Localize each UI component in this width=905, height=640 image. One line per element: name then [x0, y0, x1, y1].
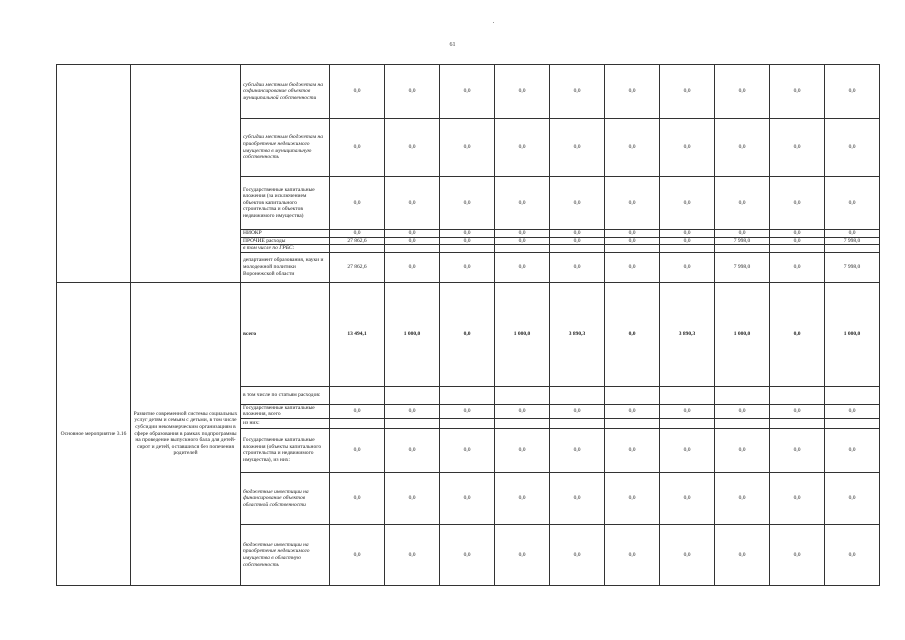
value-cell — [715, 245, 770, 253]
value-cell — [770, 418, 825, 428]
value-cell — [495, 418, 550, 428]
value-cell — [440, 386, 495, 404]
row-label: бюджетные инвестиции на приобретение недвижимого имущества в областную собственность — [241, 524, 330, 585]
value-cell: 0,0 — [385, 119, 440, 177]
value-cell: 0,0 — [495, 524, 550, 585]
value-cell: 0,0 — [495, 428, 550, 472]
value-cell: 0,0 — [825, 428, 880, 472]
row-label: Государственные капитальные вложения (за исключением объектов капитального строительства и объектов недвижимого имущества) — [241, 177, 330, 230]
value-cell: 0,0 — [660, 404, 715, 418]
value-cell: 3 890,3 — [660, 282, 715, 386]
value-cell: 27 862,6 — [330, 237, 385, 245]
activity-description: Развитие современной системы социальных услуг детям и семьям с детьми, в том числе субсидии некоммерческим организациям в сфере образования в рамках подпрограммы на проведение выпускного бала для детей-сирот и детей, оставшихся без попечения родителей — [131, 282, 241, 585]
value-cell: 0,0 — [550, 230, 605, 238]
scan-speck — [493, 22, 494, 23]
value-cell: 0,0 — [660, 119, 715, 177]
description-cell-empty — [131, 65, 241, 283]
main-activity-label: Основное мероприятие 3.16 — [57, 282, 131, 585]
value-cell: 0,0 — [330, 119, 385, 177]
value-cell: 0,0 — [385, 404, 440, 418]
value-cell — [550, 386, 605, 404]
value-cell: 0,0 — [660, 237, 715, 245]
value-cell: 0,0 — [440, 282, 495, 386]
value-cell — [825, 418, 880, 428]
value-cell: 0,0 — [330, 472, 385, 524]
value-cell: 0,0 — [385, 472, 440, 524]
value-cell: 0,0 — [825, 119, 880, 177]
activity-cell-empty — [57, 65, 131, 283]
value-cell — [330, 418, 385, 428]
value-cell: 0,0 — [605, 230, 660, 238]
value-cell: 0,0 — [715, 177, 770, 230]
value-cell — [330, 245, 385, 253]
value-cell: 0,0 — [440, 177, 495, 230]
value-cell: 0,0 — [825, 472, 880, 524]
value-cell: 0,0 — [605, 428, 660, 472]
value-cell — [330, 386, 385, 404]
value-cell: 0,0 — [440, 472, 495, 524]
value-cell — [440, 418, 495, 428]
value-cell: 1 000,0 — [495, 282, 550, 386]
value-cell: 0,0 — [550, 119, 605, 177]
value-cell — [550, 245, 605, 253]
row-label: всего — [241, 282, 330, 386]
value-cell — [605, 245, 660, 253]
value-cell: 0,0 — [660, 65, 715, 119]
value-cell: 0,0 — [385, 252, 440, 282]
value-cell: 13 494,1 — [330, 282, 385, 386]
value-cell: 0,0 — [550, 472, 605, 524]
value-cell — [440, 245, 495, 253]
row-label: НИОКР — [241, 230, 330, 238]
value-cell: 0,0 — [440, 404, 495, 418]
value-cell: 0,0 — [715, 472, 770, 524]
value-cell: 0,0 — [550, 428, 605, 472]
value-cell: 0,0 — [440, 119, 495, 177]
value-cell — [715, 386, 770, 404]
value-cell: 0,0 — [660, 230, 715, 238]
value-cell: 0,0 — [495, 230, 550, 238]
row-label: в том числе по ГРБС: — [241, 245, 330, 253]
value-cell: 0,0 — [605, 65, 660, 119]
value-cell: 0,0 — [495, 65, 550, 119]
value-cell: 0,0 — [605, 119, 660, 177]
value-cell: 0,0 — [660, 177, 715, 230]
value-cell: 0,0 — [660, 524, 715, 585]
table-row — [57, 65, 880, 119]
value-cell: 0,0 — [770, 472, 825, 524]
value-cell: 0,0 — [825, 230, 880, 238]
value-cell: 0,0 — [660, 428, 715, 472]
value-cell: 0,0 — [385, 237, 440, 245]
value-cell — [550, 418, 605, 428]
value-cell — [385, 418, 440, 428]
value-cell — [770, 245, 825, 253]
value-cell — [715, 418, 770, 428]
value-cell: 0,0 — [825, 524, 880, 585]
value-cell: 0,0 — [495, 472, 550, 524]
value-cell: 0,0 — [660, 472, 715, 524]
value-cell: 0,0 — [385, 65, 440, 119]
value-cell: 0,0 — [330, 428, 385, 472]
value-cell: 0,0 — [385, 230, 440, 238]
value-cell: 0,0 — [330, 65, 385, 119]
value-cell: 0,0 — [550, 237, 605, 245]
value-cell — [495, 245, 550, 253]
value-cell: 0,0 — [770, 119, 825, 177]
value-cell — [660, 386, 715, 404]
value-cell: 0,0 — [330, 177, 385, 230]
value-cell: 0,0 — [825, 65, 880, 119]
value-cell: 1 000,0 — [715, 282, 770, 386]
value-cell: 7 998,0 — [825, 252, 880, 282]
value-cell: 7 998,0 — [715, 252, 770, 282]
value-cell: 0,0 — [825, 177, 880, 230]
value-cell: 0,0 — [550, 177, 605, 230]
value-cell: 0,0 — [605, 404, 660, 418]
row-label: бюджетные инвестиции на финансирование объектов областной собственности — [241, 472, 330, 524]
row-label: Государственные капитальные вложения (объекты капитального строительства и недвижимого имущества), из них: — [241, 428, 330, 472]
value-cell: 0,0 — [605, 177, 660, 230]
value-cell: 3 890,3 — [550, 282, 605, 386]
value-cell: 0,0 — [495, 177, 550, 230]
value-cell: 0,0 — [770, 282, 825, 386]
value-cell: 0,0 — [605, 282, 660, 386]
value-cell: 0,0 — [825, 404, 880, 418]
value-cell: 0,0 — [440, 230, 495, 238]
value-cell — [825, 245, 880, 253]
value-cell: 0,0 — [605, 237, 660, 245]
row-label: субсидии местным бюджетам на софинансирование объектов муниципальной собственности — [241, 65, 330, 119]
row-label: ПРОЧИЕ расходы — [241, 237, 330, 245]
value-cell — [660, 245, 715, 253]
value-cell: 0,0 — [770, 177, 825, 230]
value-cell: 0,0 — [440, 237, 495, 245]
row-label: Государственные капитальные вложения, всего — [241, 404, 330, 418]
value-cell: 0,0 — [715, 119, 770, 177]
value-cell — [385, 245, 440, 253]
value-cell: 0,0 — [550, 404, 605, 418]
value-cell: 0,0 — [605, 252, 660, 282]
value-cell — [770, 386, 825, 404]
value-cell: 1 000,0 — [825, 282, 880, 386]
value-cell: 0,0 — [550, 65, 605, 119]
value-cell: 7 998,0 — [715, 237, 770, 245]
value-cell — [605, 386, 660, 404]
value-cell: 0,0 — [440, 65, 495, 119]
value-cell: 0,0 — [550, 524, 605, 585]
value-cell: 0,0 — [385, 428, 440, 472]
value-cell — [495, 386, 550, 404]
value-cell: 1 000,0 — [385, 282, 440, 386]
value-cell: 0,0 — [770, 65, 825, 119]
value-cell: 0,0 — [385, 177, 440, 230]
value-cell: 0,0 — [770, 428, 825, 472]
value-cell — [605, 418, 660, 428]
row-label: из них: — [241, 418, 330, 428]
value-cell: 27 862,6 — [330, 252, 385, 282]
value-cell: 0,0 — [330, 404, 385, 418]
value-cell: 0,0 — [605, 472, 660, 524]
value-cell: 0,0 — [770, 252, 825, 282]
value-cell: 0,0 — [495, 119, 550, 177]
table-row — [57, 282, 880, 386]
value-cell — [385, 386, 440, 404]
value-cell: 0,0 — [330, 524, 385, 585]
value-cell: 0,0 — [770, 230, 825, 238]
row-label: департамент образования, науки и молодежной политики Воронежской области — [241, 252, 330, 282]
budget-table — [56, 64, 880, 586]
row-label: субсидии местным бюджетам на приобретение недвижимого имущества в муниципальную собственность — [241, 119, 330, 177]
value-cell: 0,0 — [385, 524, 440, 585]
value-cell: 0,0 — [715, 230, 770, 238]
value-cell: 0,0 — [440, 524, 495, 585]
value-cell: 0,0 — [770, 237, 825, 245]
value-cell: 0,0 — [495, 237, 550, 245]
value-cell: 0,0 — [605, 524, 660, 585]
page-number: 61 — [449, 42, 456, 48]
value-cell: 0,0 — [440, 428, 495, 472]
value-cell: 0,0 — [715, 65, 770, 119]
value-cell: 0,0 — [440, 252, 495, 282]
value-cell: 0,0 — [660, 252, 715, 282]
value-cell: 0,0 — [770, 524, 825, 585]
value-cell: 0,0 — [715, 524, 770, 585]
row-label: в том числе по статьям расходов: — [241, 386, 330, 404]
value-cell: 0,0 — [495, 252, 550, 282]
value-cell: 0,0 — [770, 404, 825, 418]
value-cell — [660, 418, 715, 428]
value-cell: 7 998,0 — [825, 237, 880, 245]
value-cell: 0,0 — [715, 404, 770, 418]
value-cell — [825, 386, 880, 404]
value-cell: 0,0 — [495, 404, 550, 418]
value-cell: 0,0 — [550, 252, 605, 282]
value-cell: 0,0 — [330, 230, 385, 238]
value-cell: 0,0 — [715, 428, 770, 472]
